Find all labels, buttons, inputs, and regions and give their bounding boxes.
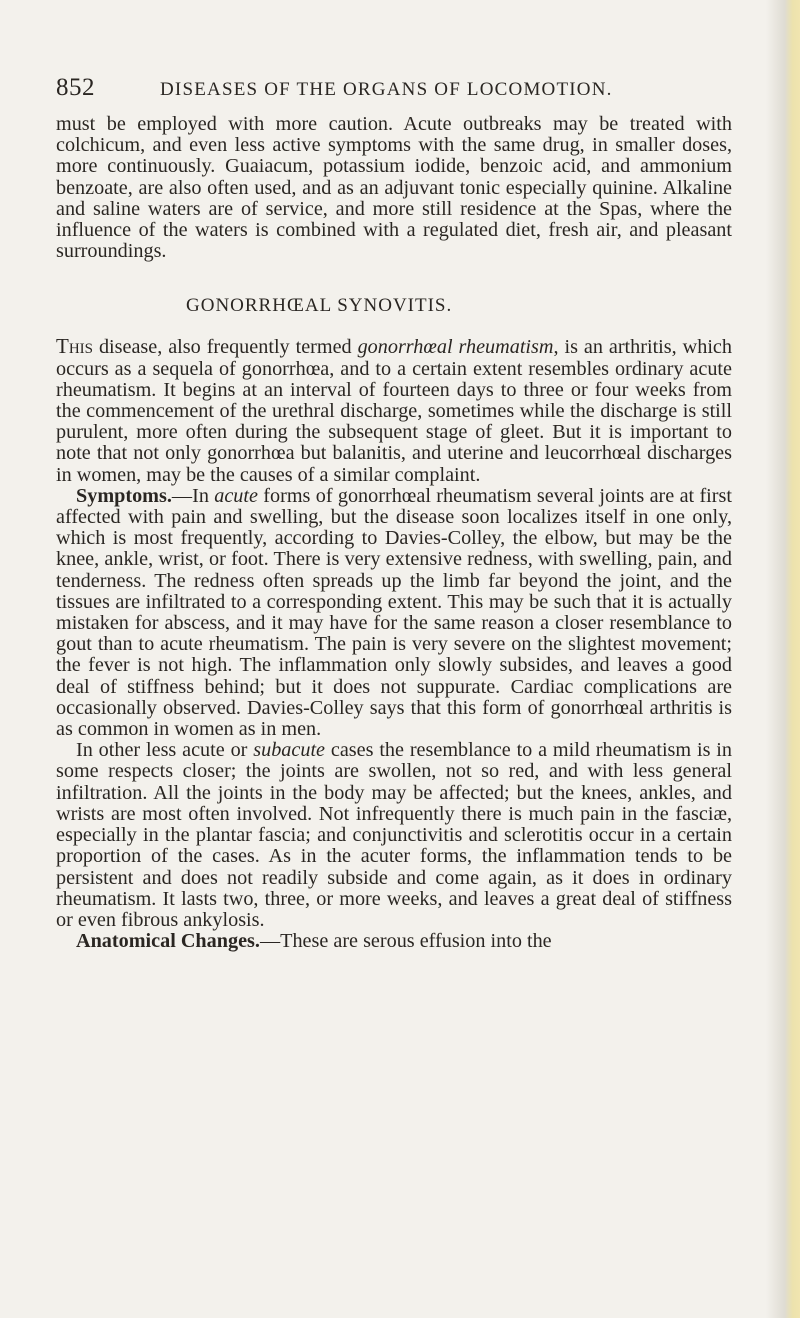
- subacute-paragraph: [56, 740, 732, 931]
- anatomical-heading: Anatomical Changes.: [76, 930, 260, 953]
- section-title: GONORRHŒAL SYNOVITIS.: [186, 295, 453, 317]
- anatomical-text-1: —These are serous effusion into the: [259, 930, 552, 953]
- page-number: 852: [56, 74, 95, 101]
- subacute-text-2: cases the resemblance to a mild rheumatism is in some respects closer; the joints are swollen, not so red, and with less general infiltration. All the joints in the body may be affected; but the knees, ankles, and wrists are most often involved. Not infrequently there is much pain in the fasciæ, especially in the plantar fascia; and conjunctivitis and sclerotitis occur in a certain proportion of the cases. As in the acuter forms, the inflammation tends to be persistent and does not readily subside and come again, as it does in ordinary rheumatism. It lasts two, three, or more weeks, and leaves a great deal of stiffness or even fibrous ankylosis.: [56, 739, 732, 931]
- page-edge-shadow: [766, 0, 800, 1318]
- intro-paragraph: [56, 336, 732, 485]
- subacute-italic-term: subacute: [253, 739, 326, 762]
- continuation-paragraph: must be employed with more caution. Acute outbreaks may be treated with colchicum, and even less active symptoms with the same drug, in smaller doses, more continuously. Guaiacum, potassium iodide, benzoic acid, and ammonium benzoate, are also often used, and as an adjuvant tonic especially quinine. Alkaline and saline waters are of service, and more still residence at the Spas, where the influence of the waters is combined with a regulated diet, fresh air, and pleasant surroundings.: [56, 113, 732, 263]
- intro-text-1: disease, also frequently termed: [93, 336, 358, 359]
- intro-lead-word: This: [56, 334, 93, 359]
- intro-text-2: , is an arthritis, which occurs as a sequela of gonorrhœa, and to a certain extent resembles ordinary acute rheumatism. It begins at an interval of fourteen days to three or four weeks from the commencement of the urethral discharge, sometimes while the discharge is still purulent, more often during the subsequent stage of gleet. But it is important to note that not only gonorrhœa but balanitis, and uterine and leucorrhœal discharges in women, may be the causes of a similar complaint.: [56, 336, 732, 486]
- symptoms-text-2: forms of gonorrhœal rheumatism several joints are at first affected with pain and swelling, but the disease soon localizes itself in one only, which is most frequently, according to Davies-Colley, the elbow, but may be the knee, ankle, wrist, or foot. There is very extensive redness, with swelling, pain, and tenderness. The redness often spreads up the limb far beyond the joint, and the tissues are infiltrated to a corresponding extent. This may be such that it is actually mistaken for abscess, and it may have for the same reason a closer resemblance to gout than to acute rheumatism. The pain is very severe on the slightest movement; the fever is not high. The inflammation only slowly subsides, and leaves a good deal of stiffness behind; but it does not suppurate. Cardiac complications are occasionally observed. Davies-Colley says that this form of gonorrhœal arthritis is as common in women as in men.: [56, 484, 732, 741]
- symptoms-paragraph: [56, 486, 732, 740]
- running-head: DISEASES OF THE ORGANS OF LOCOMOTION.: [160, 79, 613, 100]
- intro-italic-term: gonorrhœal rheumatism: [357, 336, 554, 359]
- symptoms-italic-acute: acute: [214, 484, 258, 507]
- body-text: [56, 114, 732, 952]
- symptoms-text-1: —In: [171, 484, 215, 507]
- anatomical-paragraph: [56, 931, 732, 952]
- symptoms-heading: Symptoms.: [76, 484, 172, 507]
- subacute-text-1: In other less acute or: [76, 739, 254, 762]
- page-header: [56, 74, 756, 108]
